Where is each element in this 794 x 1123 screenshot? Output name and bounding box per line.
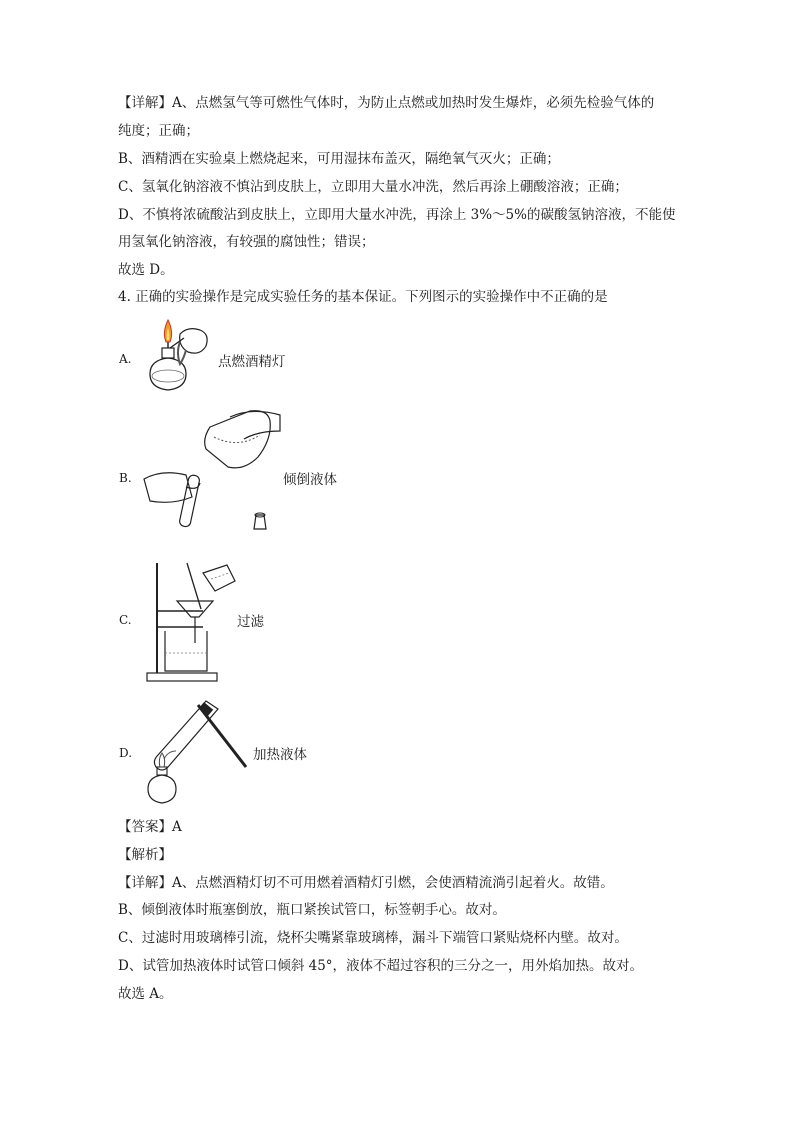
filtration-apparatus-icon <box>145 555 240 685</box>
alcohol-lamp-lighting-icon <box>140 312 220 402</box>
analysis-line-3: C、过滤时用玻璃棒引流，烧杯尖嘴紧靠玻璃棒，漏斗下端管口紧贴烧杯内壁。故对。 <box>118 930 628 946</box>
analysis-header: 【解析】 <box>118 847 172 863</box>
option-b-caption: 倾倒液体 <box>283 472 337 488</box>
analysis-line-4: D、试管加热液体时试管口倾斜 45°，液体不超过容积的三分之一，用外焰加热。故对。 <box>118 958 644 974</box>
option-c-letter: C. <box>119 613 132 627</box>
analysis-line-1: 【详解】A、点燃酒精灯切不可用燃着酒精灯引燃，会使酒精流淌引起着火。故错。 <box>118 875 614 891</box>
explanation-line-2: 纯度；正确； <box>118 123 199 139</box>
question-text: 4. 正确的实验操作是完成实验任务的基本保证。下列图示的实验操作中不正确的是 <box>118 289 608 305</box>
analysis-line-2: B、倾倒液体时瓶塞倒放，瓶口紧挨试管口，标签朝手心。故对。 <box>118 902 506 918</box>
heating-liquid-icon <box>138 695 258 810</box>
explanation-line-5: D、不慎将浓硫酸沾到皮肤上，立即用大量水冲洗，再涂上 3%～5%的碳酸氢钠溶液，不能使 <box>118 207 676 223</box>
analysis-conclusion: 故选 A。 <box>118 986 173 1002</box>
explanation-line-3: B、酒精洒在实验桌上燃烧起来，可用湿抹布盖灭，隔绝氧气灭火；正确； <box>118 151 560 167</box>
option-a-caption: 点燃酒精灯 <box>218 354 286 370</box>
option-c-caption: 过滤 <box>237 614 264 630</box>
explanation-line-6: 用氢氧化钠溶液，有较强的腐蚀性；错误； <box>118 234 375 250</box>
option-a-letter: A. <box>119 352 132 366</box>
option-b-letter: B. <box>119 471 132 485</box>
option-d-caption: 加热液体 <box>253 747 307 763</box>
option-d-letter: D. <box>119 746 133 760</box>
explanation-line-1: 【详解】A、点燃氢气等可燃性气体时，为防止点燃或加热时发生爆炸，必须先检验气体的 <box>118 95 655 111</box>
explanation-conclusion: 故选 D。 <box>118 262 174 278</box>
answer-line: 【答案】A <box>118 819 182 835</box>
explanation-line-4: C、氢氧化钠溶液不慎沾到皮肤上，立即用大量水冲洗，然后再涂上硼酸溶液；正确； <box>118 179 628 195</box>
pouring-liquid-icon <box>140 405 285 540</box>
